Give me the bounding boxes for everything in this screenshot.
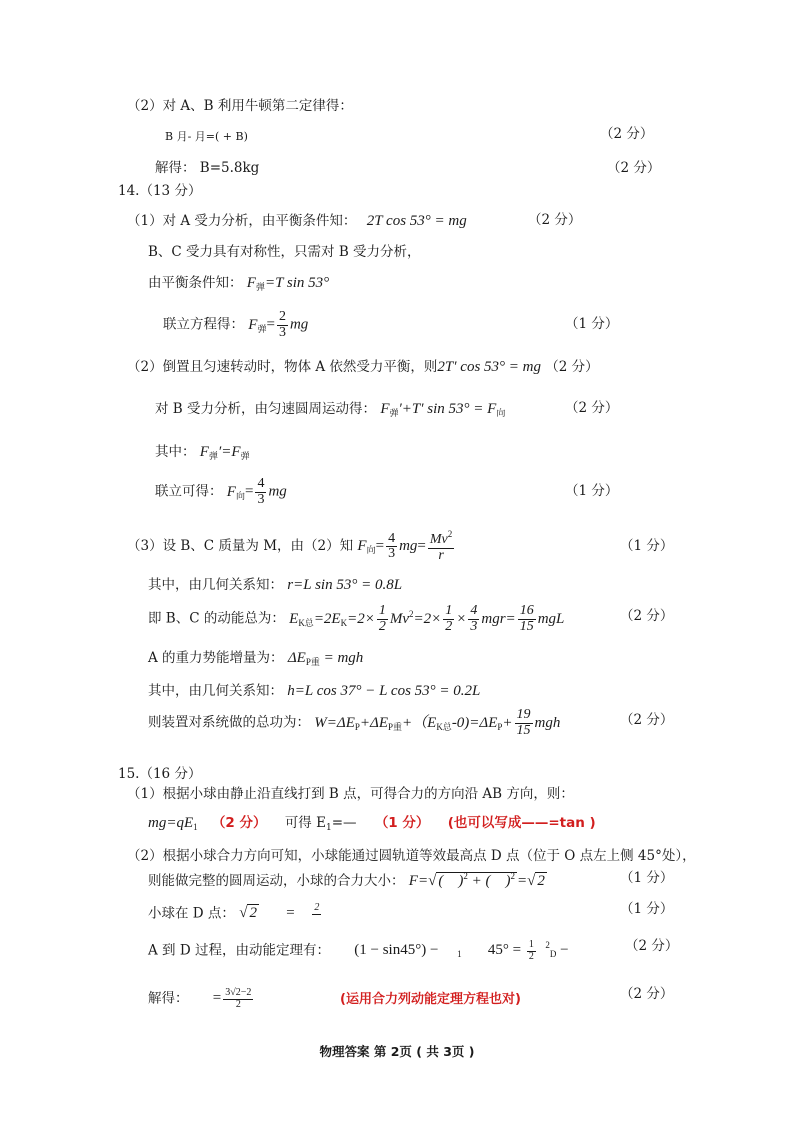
q14-p2-line3-eq: $F_弹'=F_弹$ xyxy=(199,444,250,461)
q15-p1-line1: （1）根据小球由静止沿直线打到 B 点，可得合力的方向沿 AB 方向，则： xyxy=(127,786,574,802)
q14-p3-line4-text: A 的重力势能增量为： xyxy=(148,650,284,666)
q14-p3-line2-eq: r=L sin 53° = 0.8L xyxy=(287,577,403,593)
q15-p2-line3-eq: √ 2 = 2 xyxy=(239,905,323,921)
q15-p2-line5-eq: = $\frac{3√2-2}{2}$ xyxy=(212,987,252,1010)
q14-p3-line3-text: 即 B、C 的动能总为： xyxy=(148,610,285,627)
q13-part2-equation: B 月- 月=( + B) xyxy=(165,130,248,143)
q14-p1-line4-eq: $F_弹$ xyxy=(248,316,267,334)
q14-p3-line5-text: 其中，由几何关系知： xyxy=(148,683,283,699)
q14-p2-points-3: （1 分） xyxy=(565,483,619,499)
q15-p1-points-2: （1 分） xyxy=(374,815,430,831)
q14-p3-points-2: （2 分） xyxy=(620,608,674,624)
q15-p1-points-1: （2 分） xyxy=(211,815,267,831)
q15-p2-line4-text: A 到 D 过程，由动能定理有： xyxy=(148,942,330,959)
q14-p2-points-1: （2 分） xyxy=(545,359,599,375)
q15-p2-points-4: （2 分） xyxy=(620,986,674,1002)
q15-p2-line5 xyxy=(148,988,255,1010)
q15-p2-points-1: （1 分） xyxy=(620,870,674,886)
q14-p2-line2-eq: $F_弹'+T'$ $\sin 53^\circ = F_向$ xyxy=(380,401,506,418)
q14-p1-line2: B、C 受力具有对称性，只需对 B 受力分析， xyxy=(148,244,421,260)
q15-p2-points-2: （1 分） xyxy=(620,901,674,917)
q14-p3-line5 xyxy=(148,684,480,699)
q14-p2-line3-text: 其中： xyxy=(155,444,196,460)
q14-p2-line1 xyxy=(127,360,599,375)
q14-p1-line1 xyxy=(127,214,467,229)
q14-p1-points-1: （2 分） xyxy=(528,212,582,228)
q15-header: 15.（16 分） xyxy=(118,766,202,782)
q14-p1-line3-text: 由平衡条件知： xyxy=(148,275,243,291)
q15-p2-line3-text: 小球在 D 点： xyxy=(148,905,235,922)
q15-p2-line4 xyxy=(148,940,569,962)
q14-p2-line2-text: 对 B 受力分析，由匀速圆周运动得： xyxy=(155,401,377,417)
q14-p1-line1-text: （1）对 A 受力分析，由平衡条件知： xyxy=(127,213,357,229)
q14-p3-line1-text: （3）设 B、C 质量为 M，由（2）知 xyxy=(127,538,354,555)
q14-p2-line4-text: 联立可得： xyxy=(155,483,223,500)
q15-p2-line2 xyxy=(148,872,547,889)
q14-p3-line6 xyxy=(148,708,560,738)
q14-p3-line3 xyxy=(148,604,564,634)
q15-p2-line2-text: 则能做完整的圆周运动，小球的合力大小： xyxy=(148,873,405,889)
q15-p2-note: (运用合力列动能定理方程也对) xyxy=(340,992,521,1007)
q14-p2-line3 xyxy=(155,445,250,461)
q14-p2-line1-eq: 2T′ cos 53° = mg xyxy=(437,359,541,375)
q14-p3-line1: （3）设 B、C 质量为 M，由（2）知 $F_向=$ $\frac{4}{3}$ mg= $\frac{Mv^2}{r}$ xyxy=(127,529,453,563)
q14-p2-line1-text: （2）倒置且匀速转动时，物体 A 依然受力平衡，则 xyxy=(127,359,438,375)
q14-p2-points-2: （2 分） xyxy=(565,400,619,416)
q14-p3-line2-text: 其中，由几何关系知： xyxy=(148,577,283,593)
q14-p1-line3 xyxy=(148,276,329,292)
q14-p1-line4-text: 联立方程得： xyxy=(163,316,244,333)
q14-p1-line4: 联立方程得： $F_弹=$ $\frac{2}{3}$ mg xyxy=(163,309,309,340)
page-footer: 物理答案 第 2页 ( 共 3页 ) xyxy=(319,1044,475,1059)
q14-p1-force-spring: $F_弹$ xyxy=(246,275,265,292)
q14-p3-line5-eq: h=L cos 37° − L cos 53° = 0.2L xyxy=(287,683,481,699)
q13-part2-points-1: （2 分） xyxy=(600,126,654,142)
q14-p3-line2 xyxy=(148,578,402,593)
q15-p1-line2 xyxy=(148,816,596,833)
q14-p1-line1-eq: 2T cos 53° = mg xyxy=(366,213,467,229)
q14-p2-line4: 联立可得： $F_向=$ $\frac{4}{3}$ mg xyxy=(155,476,287,507)
q14-p2-line2 xyxy=(155,402,505,418)
q14-p3-line4-eq: $\Delta E_{P重}$ = mgh xyxy=(287,650,364,667)
q14-p3-line6-eq: $W=\Delta E_P+\Delta E_{P重}+(E_{K总}-0)=\Delta E_P+$ $\frac{19}{15}$ mgh xyxy=(314,707,561,738)
q15-p2-line5-text: 解得： xyxy=(148,990,189,1007)
q14-p3-line3-eq: $E_{K总}=2E_K=2\times$ $\frac{1}{2}$ $Mv^2=2\times$ $\frac{1}{2}$ × $\frac{4}{3}$ mgr= $\frac{16}{15}$ mgL xyxy=(289,603,565,634)
q13-part2-intro: （2）对 A、B 利用牛顿第二定律得： xyxy=(127,98,353,114)
q14-p3-points-1: （1 分） xyxy=(620,538,674,554)
q15-p2-points-3: （2 分） xyxy=(625,938,679,954)
q15-p2-line1: （2）根据小球合力方向可知，小球能通过圆轨道等效最高点 D 点（位于 O 点左上侧 45°处）， xyxy=(127,848,696,864)
q13-part2-result: 解得： B=5.8kg xyxy=(155,160,260,176)
q13-part2-points-2: （2 分） xyxy=(607,160,661,176)
q15-p1-line2-eq: $mg=qE_1$ xyxy=(148,815,198,832)
q14-p3-line1-eq: $F_向$ xyxy=(357,538,376,556)
q14-p1-line3-eq: =T sin 53° xyxy=(264,275,330,291)
q15-p2-line3 xyxy=(148,903,323,925)
q14-p3-line4 xyxy=(148,651,363,667)
q14-p3-points-3: （2 分） xyxy=(620,712,674,728)
q15-p2-line2-eq: F=√ ( )$^2$ + ( )$^2$ =√ 2 xyxy=(408,871,545,889)
q15-p2-line4-eq: (1 − sin45°) − $_1$ 45° = $\frac{1}{2}$ $^2_D$ − xyxy=(354,939,569,962)
q15-p1-result: 可得 $E_1=—$ xyxy=(284,815,357,833)
q14-header: 14.（13 分） xyxy=(118,183,202,199)
q14-p2-line4-eq: $F_向$ xyxy=(226,483,245,501)
q14-p1-points-2: （1 分） xyxy=(565,316,619,332)
q14-p3-line6-text: 则装置对系统做的总功为： xyxy=(148,714,310,731)
q15-p1-note: (也可以写成——=tan ) xyxy=(447,815,596,831)
